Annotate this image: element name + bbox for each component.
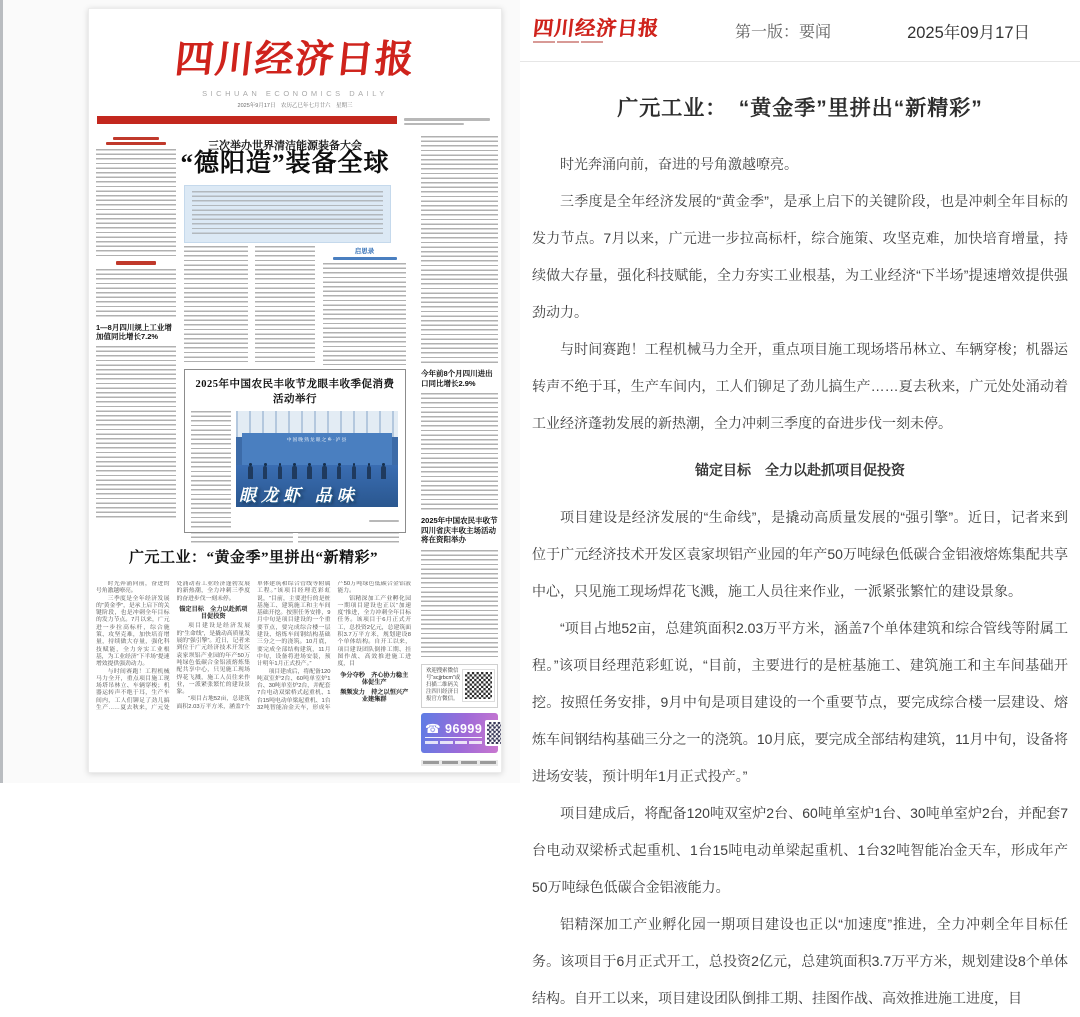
article-paragraph: 与时间赛跑！工程机械马力全开，重点项目施工现场塔吊林立、车辆穿梭；机器运转声不绝于耳，生产车间内，工人们铆足了劲儿搞生产……夏去秋来，广元处处涌动着工业经济蓬勃发展的新热潮，全力冲刺三季度的奋进步伐一刻未停。 — [532, 341, 1068, 431]
hotline-qr-code-icon — [485, 720, 502, 746]
photo-banner-text: 中国晚熟龙眼之乡·泸县 — [242, 433, 392, 470]
newspaper-thumbnail-pane — [0, 0, 520, 783]
newspaper-masthead: 四川经济日报 — [172, 39, 418, 81]
harvest-festival-story — [184, 369, 406, 533]
reader-logo[interactable] — [533, 19, 659, 43]
article-paragraph: 铝精深加工产业孵化园一期项目建设也正以“加速度”推进，全力冲刺全年目标任务。该项目于6月正式开工，总投资2亿元，总建筑面积3.7万平方米，规划建设8个单体结构。自开工以来，项目建设团队倒排工期、挂图作战、高效推进施工进度，目 — [532, 916, 1068, 1006]
festival-text-column — [191, 411, 231, 529]
article-paragraph: “项目占地52亩，总建筑面积2.03万平方米，涵盖7个单体建筑和综合管线等附属工程。”该项目经理范彩虹说，“目前，主要进行的是桩基施工、建筑施工和主车间基础开挖。按照任务安排，9月中旬是项目建设的一个重要节点，要完成综合楼一层建设、熔炼车间钢结构基础三分之一的浇筑。10月底，要完成全部结构建筑，11月中旬，设备将进场安装，预计明年1月正式投产。” — [176, 581, 331, 710]
article-paragraph: 时光奔涌向前，奋进的号角激越嘹亮。 — [96, 581, 170, 595]
wechat-follow-box — [421, 664, 498, 708]
qr-code-icon — [463, 670, 494, 701]
newspaper-dateline: 2025年9月17日 农历乙巳年七月廿六 星期三 — [237, 103, 353, 109]
issue-date: 2025年09月17日 — [907, 23, 1030, 42]
festival-stage-photo — [236, 411, 398, 507]
middle-column-1 — [184, 246, 248, 364]
reader-logo-text: 四川经济日报 — [531, 17, 661, 40]
article-paragraph: 项目建成后，将配备120吨双室炉2台、60吨单室炉1台、30吨单室炉2台，并配套7台电动双梁桥式起重机、1台15吨电动单梁起重机、1台32吨智能冶金天车，形成年产50万吨绿色低碳合金铝液能力。 — [532, 805, 1068, 895]
sidebar-column — [421, 136, 498, 766]
article-body — [520, 146, 1080, 1017]
duty-editor-note — [404, 117, 492, 125]
top-story-headline: “德阳造”装备全球 — [180, 150, 390, 177]
harvest-festival-headline: 2025年中国农民丰收节龙眼丰收季促消费活动举行 — [195, 379, 395, 405]
article-paragraph: 三季度是全年经济发展的“黄金季”，是承上启下的关键阶段，也是冲刺全年目标的发力节点。7月以来，广元进一步拉高标杆，综合施策、攻坚克难，加快培育增量，持续做大存量，强化科技赋能，全力夯实工业根基，为工业经济“下半场”提速增效提供强劲动力。 — [96, 595, 170, 668]
article-paragraph: 项目建设是经济发展的“生命线”，是撬动高质量发展的“强引擎”。近日，记者来到位于广元经济技术开发区袁家坝铝产业园的年产50万吨绿色低碳合金铝液熔炼集配共享中心，只见施工现场焊花飞溅，施工人员往来作业，一派紧张繁忙的建设景象。 — [532, 509, 1068, 599]
top-story-kicker: 三次举办世界清洁能源装备大会 — [208, 140, 362, 152]
window-edge — [0, 0, 3, 783]
page-footer-tags — [421, 760, 498, 766]
article-subhead: 争分夺秒 齐心协力稳主体促生产 — [340, 671, 409, 686]
reader-logo-subtext — [533, 41, 603, 43]
middle-column-2 — [255, 246, 315, 364]
photo-big-text: 眼龙虾 品味 — [239, 486, 359, 505]
trade-growth-headline: 今年前8个月四川进出口同比增长2.9% — [421, 369, 493, 388]
industrial-growth-headline: 1—8月四川规上工业增加值同比增长7.2% — [96, 322, 172, 341]
newspaper-front-page[interactable] — [88, 8, 502, 773]
wechat-note: 欢迎搜索微信号“scjjrbcm”或扫描二维码关注四川经济日报官方微信。 — [426, 668, 461, 702]
reader-header — [520, 0, 1080, 62]
article-reader-pane — [520, 0, 1080, 1006]
photo-people-row — [248, 466, 386, 479]
article-paragraph: 与时间赛跑！工程机械马力全开，重点项目施工现场塔吊林立、车辆穿梭；机器运转声不绝于耳，生产车间内，工人们铆足了劲儿搞生产……夏去秋来，广元处处涌动着工业经济蓬勃发展的新热潮，全力冲刺三季度的奋进步伐一刻未停。 — [96, 581, 250, 712]
qisilu-column-label: 启思录 — [354, 248, 375, 255]
harvest-ziyang-headline: 2025年中国农民丰收节四川省庆丰收主场活动将在资阳举办 — [421, 516, 498, 544]
article-paragraph: 项目建成后，将配备120吨双室炉2台、60吨单室炉1台、30吨单室炉2台，并配套7台电动双梁桥式起重机、1台15吨电动单梁起重机、1台32吨智能冶金天车，形成年产50万吨绿色低碳合金铝液能力。 — [257, 581, 411, 712]
article-paragraph: 时光奔涌向前，奋进的号角激越嘹亮。 — [560, 156, 798, 172]
edition-label: 第一版：要闻 — [735, 24, 832, 41]
middle-column-qisilu — [323, 246, 406, 364]
publication-info-bar — [97, 116, 397, 124]
hotline-box — [421, 713, 498, 753]
article-paragraph: 铝精深加工产业孵化园一期项目建设也正以“加速度”推进，全力冲刺全年目标任务。该项目于6月正式开工，总投资2亿元，总建筑面积3.7万平方米，规划建设8个单体结构。自开工以来，项目建设团队倒排工期、挂图作战、高效推进施工进度，目 — [337, 595, 411, 668]
hotline-number: ☎ 96999 — [425, 722, 483, 737]
top-story-lead-box — [184, 185, 391, 243]
article-paragraph: 项目建设是经济发展的“生命线”，是撬动高质量发展的“强引擎”。近日，记者来到位于广元经济技术开发区袁家坝铝产业园的年产50万吨绿色低碳合金铝液熔炼集配共享中心，只见施工现场焊花飞溅，施工人员往来作业，一派紧张繁忙的建设景象。 — [176, 623, 250, 696]
article-paragraph: “项目占地52亩，总建筑面积2.03万平方米，涵盖7个单体建筑和综合管线等附属工程。”该项目经理范彩虹说，“目前，主要进行的是桩基施工、建筑施工和主车间基础开挖。按照任务安排，9月中旬是项目建设的一个重要节点，要完成综合楼一层建设、熔炼车间钢结构基础三分之一的浇筑。10月底，要完成全部结构建筑，11月中旬，设备将进场安装，预计明年1月正式投产。” — [532, 620, 1068, 784]
article-title: 广元工业： “黄金季”里拼出“新精彩” — [617, 97, 983, 120]
guangyuan-article-columns — [96, 581, 411, 767]
photo-caption — [236, 509, 399, 527]
left-column — [96, 137, 176, 518]
hotline-tagline — [425, 741, 482, 743]
article-paragraph: 三季度是全年经济发展的“黄金季”，是承上启下的关键阶段，也是冲刺全年目标的发力节点。7月以来，广元进一步拉高标杆，综合施策、攻坚克难，加快培育增量，持续做大存量，强化科技赋能，全力夯实工业根基，为工业经济“下半场”提速增效提供强劲动力。 — [532, 193, 1068, 320]
guangyuan-headline: 广元工业：“黄金季”里拼出“新精彩” — [128, 550, 378, 566]
article-subhead: 锚定目标 全力以赴抓项目促投资 — [695, 462, 905, 478]
newspaper-masthead-english: SICHUAN ECONOMICS DAILY — [202, 89, 388, 98]
article-subhead: 频频发力 持之以恒兴产业建集群 — [340, 689, 409, 704]
article-subhead: 锚定目标 全力以赴抓项目促投资 — [179, 605, 248, 621]
